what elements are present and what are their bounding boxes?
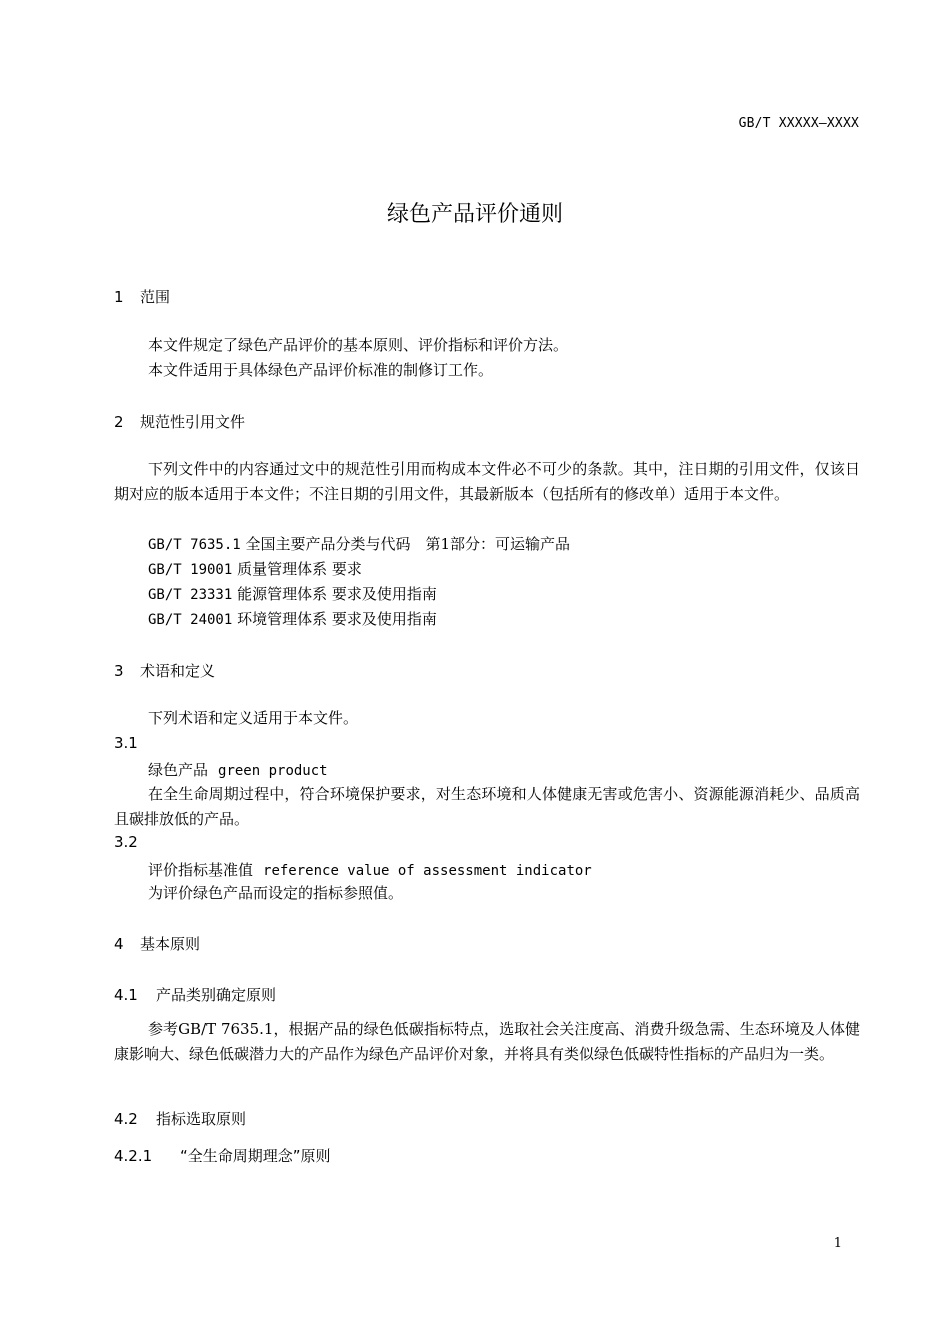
section-number: 3 bbox=[114, 662, 124, 680]
reference-title: 环境管理体系 要求及使用指南 bbox=[237, 610, 437, 628]
section-3-heading bbox=[114, 660, 215, 681]
reference-item bbox=[148, 532, 570, 558]
term-definition: 在全生命周期过程中，符合环境保护要求，对生态环境和人体健康无害或危害小、资源能源消耗少、品质高且碳排放低的产品。 bbox=[114, 785, 860, 828]
section-4-heading bbox=[114, 933, 200, 954]
term-entry bbox=[148, 859, 592, 880]
section-2-heading bbox=[114, 411, 245, 432]
section-number: 1 bbox=[114, 288, 124, 306]
section-1-paragraph-2: 本文件适用于具体绿色产品评价标准的制修订工作。 bbox=[148, 361, 494, 379]
term-entry bbox=[148, 759, 328, 780]
section-3-paragraph: 下列术语和定义适用于本文件。 bbox=[148, 709, 359, 727]
reference-title: 能源管理体系 要求及使用指南 bbox=[237, 585, 437, 603]
section-2-paragraph: 下列文件中的内容通过文中的规范性引用而构成本文件必不可少的条款。其中，注日期的引用文件，仅该日期对应的版本适用于本文件；不注日期的引用文件，其最新版本（包括所有的修改单）适用于本文件。 bbox=[114, 460, 860, 503]
term-english: reference value of assessment indicator bbox=[263, 863, 592, 879]
term-chinese: 评价指标基准值 bbox=[148, 861, 254, 879]
section-title: 范围 bbox=[140, 288, 171, 306]
section-title: 产品类别确定原则 bbox=[156, 986, 277, 1004]
section-title: 指标选取原则 bbox=[156, 1110, 247, 1128]
term-number: 3.1 bbox=[114, 734, 138, 752]
reference-item bbox=[148, 557, 362, 583]
reference-item bbox=[148, 607, 437, 633]
document-title: 绿色产品评价通则 bbox=[386, 202, 563, 227]
section-number: 2 bbox=[114, 413, 124, 431]
section-number: 4 bbox=[114, 935, 124, 953]
section-title: 规范性引用文件 bbox=[140, 413, 246, 431]
reference-title: 质量管理体系 要求 bbox=[237, 560, 362, 578]
section-1-heading bbox=[114, 286, 170, 307]
reference-code: GB/T 19001 bbox=[148, 562, 233, 578]
reference-title: 全国主要产品分类与代码 第1部分：可运输产品 bbox=[245, 535, 571, 553]
section-title: 术语和定义 bbox=[140, 662, 216, 680]
term-chinese: 绿色产品 bbox=[148, 761, 209, 779]
reference-code: GB/T 7635.1 bbox=[148, 537, 241, 553]
section-number: 4.2 bbox=[114, 1110, 138, 1128]
section-1-paragraph-1: 本文件规定了绿色产品评价的基本原则、评价指标和评价方法。 bbox=[148, 336, 569, 354]
section-number: 4.2.1 bbox=[114, 1147, 153, 1165]
section-4-2-heading bbox=[114, 1108, 246, 1129]
page-number: 1 bbox=[833, 1236, 842, 1251]
section-4-1-paragraph: 参考GB/T 7635.1，根据产品的绿色低碳指标特点，选取社会关注度高、消费升级急需、生态环境及人体健康影响大、绿色低碳潜力大的产品作为绿色产品评价对象，并将具有类似绿色低碳特性指标的产品归为一类。 bbox=[114, 1020, 860, 1063]
section-number: 4.1 bbox=[114, 986, 138, 1004]
term-number: 3.2 bbox=[114, 833, 138, 851]
reference-item bbox=[148, 582, 437, 608]
standard-code: GB/T XXXXX—XXXX bbox=[738, 116, 859, 131]
section-4-1-heading bbox=[114, 984, 276, 1005]
term-english: green product bbox=[218, 763, 328, 779]
term-definition: 为评价绿色产品而设定的指标参照值。 bbox=[148, 884, 404, 902]
section-title: 基本原则 bbox=[140, 935, 201, 953]
section-4-2-1-heading bbox=[114, 1145, 331, 1166]
reference-code: GB/T 23331 bbox=[148, 587, 233, 603]
reference-code: GB/T 24001 bbox=[148, 612, 233, 628]
section-title: “全生命周期理念”原则 bbox=[180, 1147, 331, 1165]
